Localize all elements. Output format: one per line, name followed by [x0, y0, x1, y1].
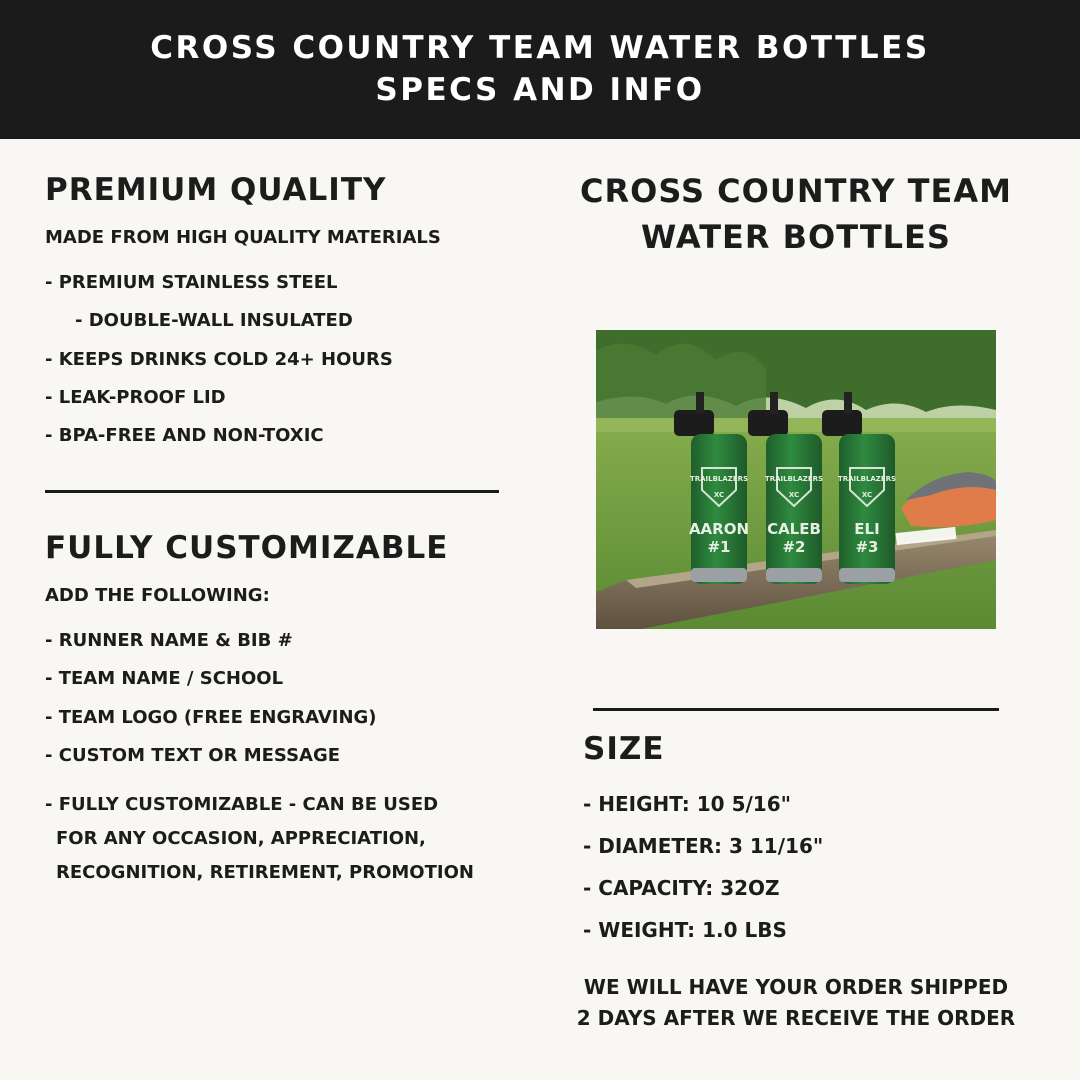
custom-note-line: RECOGNITION, RETIREMENT, PROMOTION [56, 862, 474, 883]
custom-item: - CUSTOM TEXT OR MESSAGE [45, 745, 341, 766]
bottle-name-text: ELI [854, 520, 880, 538]
bottle-badge-text: XC [788, 491, 800, 499]
header-title: CROSS COUNTRY TEAM WATER BOTTLES [150, 30, 930, 66]
bottle-number-text: #3 [855, 538, 879, 556]
bottle-team-text: TRAILBLAZERS [837, 475, 897, 483]
size-item: - CAPACITY: 32OZ [583, 876, 780, 900]
custom-heading: FULLY CUSTOMIZABLE [45, 530, 449, 566]
bottle-team-text: TRAILBLAZERS [764, 475, 824, 483]
product-title-line: WATER BOTTLES [641, 218, 951, 256]
custom-item: - RUNNER NAME & BIB # [45, 630, 293, 651]
bottle-name-text: AARON [688, 520, 750, 538]
size-item: - DIAMETER: 3 11/16" [583, 834, 824, 858]
header-banner [0, 0, 1080, 139]
custom-item: - TEAM NAME / SCHOOL [45, 668, 284, 689]
bottle-badge-text: XC [861, 491, 873, 499]
premium-item: - BPA-FREE AND NON-TOXIC [45, 425, 324, 446]
custom-note-line: - FULLY CUSTOMIZABLE - CAN BE USED [45, 794, 439, 815]
premium-item: - DOUBLE-WALL INSULATED [75, 310, 353, 331]
bottle-number-text: #2 [782, 538, 806, 556]
product-title [560, 168, 1032, 260]
section-divider [593, 708, 999, 711]
shipping-note [560, 972, 1032, 1034]
bottle-badge-text: XC [713, 491, 725, 499]
premium-item: - KEEPS DRINKS COLD 24+ HOURS [45, 349, 393, 370]
product-photo-graphic [596, 330, 996, 629]
premium-item: - PREMIUM STAINLESS STEEL [45, 272, 338, 293]
custom-item: - TEAM LOGO (FREE ENGRAVING) [45, 707, 377, 728]
custom-subheading: ADD THE FOLLOWING: [45, 585, 270, 606]
size-item: - WEIGHT: 1.0 LBS [583, 918, 787, 942]
product-photo [596, 330, 996, 629]
section-divider [45, 490, 499, 493]
bottle-team-text: TRAILBLAZERS [689, 475, 749, 483]
bottle-number-text: #1 [707, 538, 731, 556]
premium-heading: PREMIUM QUALITY [45, 172, 387, 208]
shipping-note-line: WE WILL HAVE YOUR ORDER SHIPPED [583, 975, 1009, 999]
product-title-line: CROSS COUNTRY TEAM [580, 172, 1012, 210]
shipping-note-line: 2 DAYS AFTER WE RECEIVE THE ORDER [576, 1006, 1016, 1030]
size-item: - HEIGHT: 10 5/16" [583, 792, 792, 816]
custom-note-line: FOR ANY OCCASION, APPRECIATION, [56, 828, 426, 849]
bottle-name-text: CALEB [767, 520, 821, 538]
premium-item: - LEAK-PROOF LID [45, 387, 226, 408]
header-subtitle: SPECS AND INFO [375, 72, 705, 108]
size-heading: SIZE [583, 731, 665, 767]
premium-subheading: MADE FROM HIGH QUALITY MATERIALS [45, 227, 441, 248]
